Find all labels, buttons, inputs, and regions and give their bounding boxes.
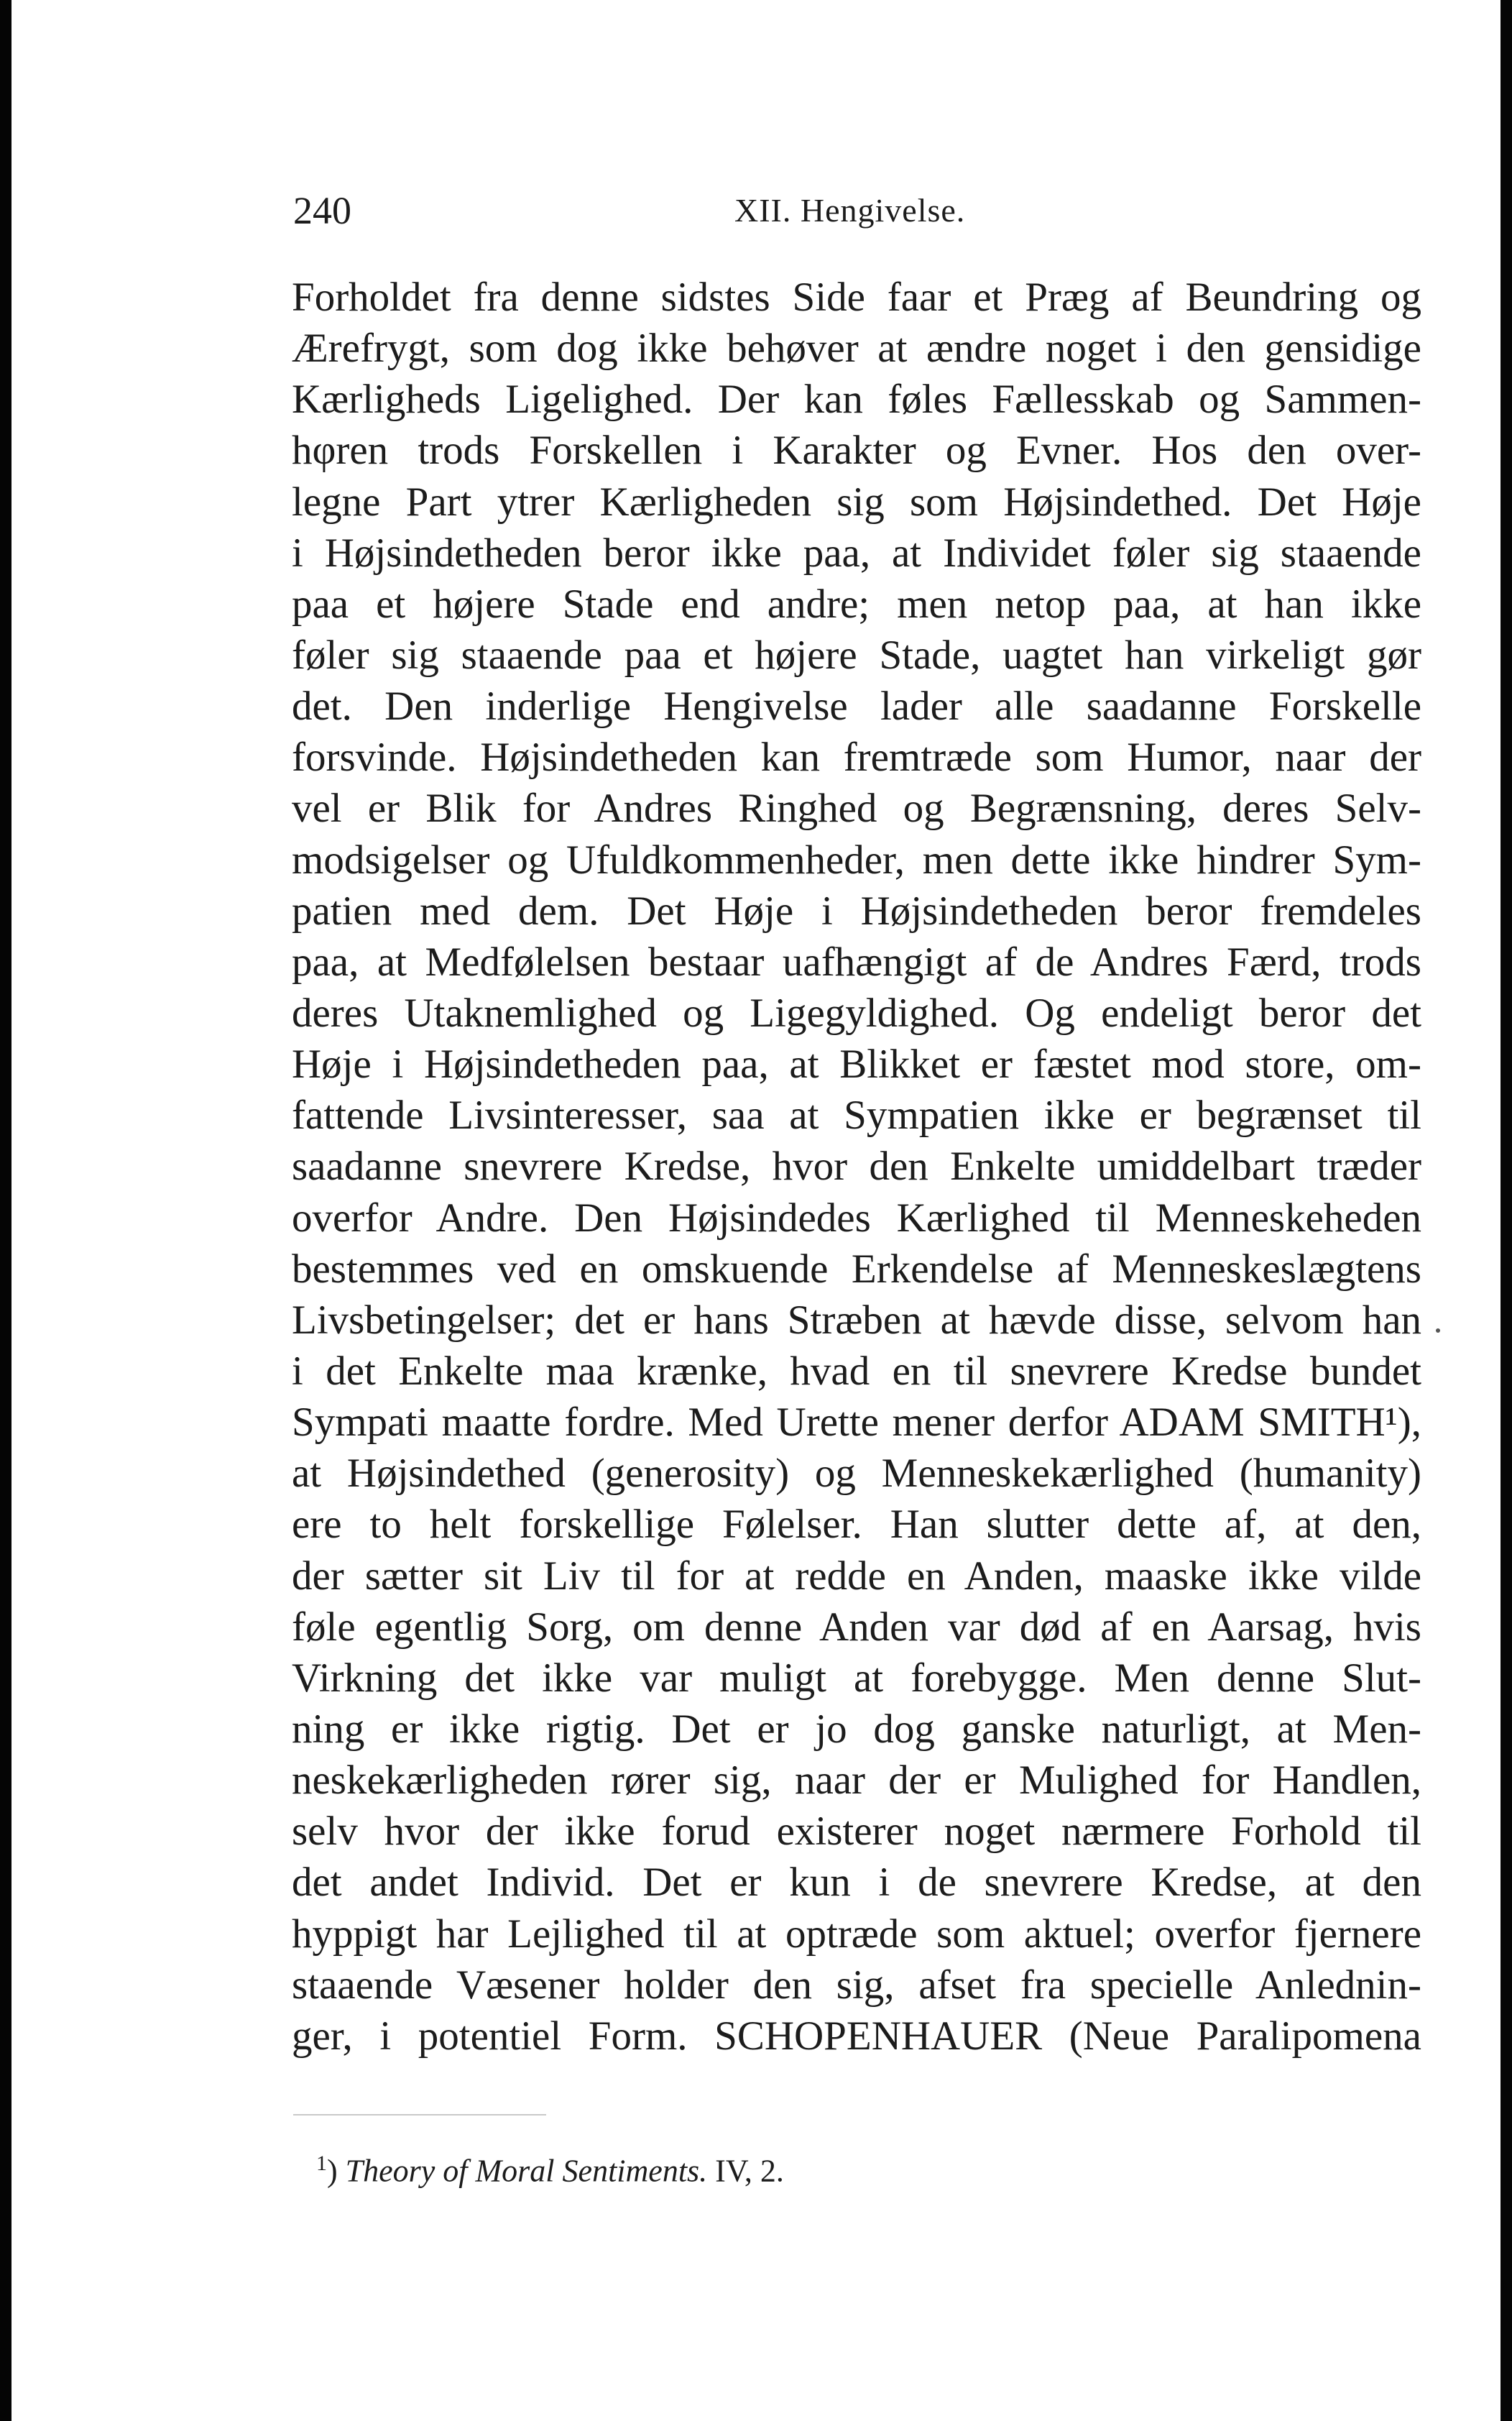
text-line: ger, i potentiel Form. SCHOPENHAUER (Neue Paralipomena bbox=[292, 2013, 1421, 2059]
text-line: bestemmes ved en omskuende Erkendelse af Menneskeslægtens bbox=[292, 1246, 1421, 1292]
text-line: ere to helt forskellige Følelser. Han slutter dette af, at den, bbox=[292, 1502, 1421, 1548]
text-line: det. Den inderlige Hengivelse lader alle saadanne Forskelle bbox=[292, 684, 1421, 730]
text-line: legne Part ytrer Kærligheden sig som Højsindethed. Det Høje bbox=[292, 479, 1421, 525]
text-line: Forholdet fra denne sidstes Side faar et Præg af Beundring og bbox=[292, 275, 1421, 320]
text-line: Livsbetingelser; det er hans Stræben at hævde disse, selvom han bbox=[292, 1297, 1421, 1343]
text-line: Kærligheds Ligelighed. Der kan føles Fællesskab og Sammen- bbox=[292, 377, 1421, 423]
text-line: patien med dem. Det Høje i Højsindetheden beror fremdeles bbox=[292, 888, 1421, 934]
chapter-title: XII. Hengivelse. bbox=[734, 192, 966, 229]
text-line: neskekærligheden rører sig, naar der er Mulighed for Handlen, bbox=[292, 1758, 1421, 1804]
text-line: føle egentlig Sorg, om denne Anden var død af en Aarsag, hvis bbox=[292, 1604, 1421, 1650]
scan-border-right bbox=[1501, 0, 1512, 2421]
text-line: i Højsindetheden beror ikke paa, at Individet føler sig staaende bbox=[292, 530, 1421, 576]
footnote bbox=[316, 2142, 784, 2193]
body-text bbox=[292, 272, 1421, 2062]
text-line: vel er Blik for Andres Ringhed og Begrænsning, deres Selv- bbox=[292, 786, 1421, 832]
text-line: paa, at Medfølelsen bestaar uafhængigt af de Andres Færd, trods bbox=[292, 939, 1421, 985]
footnote-reference: IV, 2. bbox=[715, 2153, 784, 2189]
footnote-rule bbox=[293, 2114, 546, 2115]
text-line: fattende Livsinteresser, saa at Sympatien ikke er begrænset til bbox=[292, 1093, 1421, 1139]
text-line: at Højsindethed (generosity) og Menneskekærlighed (humanity) bbox=[292, 1451, 1421, 1497]
footnote-paren: ) bbox=[327, 2153, 338, 2189]
text-line: ning er ikke rigtig. Det er jo dog ganske naturligt, at Men- bbox=[292, 1706, 1421, 1752]
text-line: selv hvor der ikke forud existerer noget nærmere Forhold til bbox=[292, 1809, 1421, 1855]
text-line: hyppigt har Lejlighed til at optræde som aktuel; overfor fjernere bbox=[292, 1911, 1421, 1957]
running-head bbox=[287, 185, 1421, 236]
scan-border-left bbox=[0, 0, 11, 2421]
text-line: føler sig staaende paa et højere Stade, uagtet han virkeligt gør bbox=[292, 632, 1421, 678]
footnote-title: Theory of Moral Sentiments. bbox=[345, 2153, 708, 2189]
text-line: Høje i Højsindetheden paa, at Blikket er fæstet mod store, om- bbox=[292, 1042, 1421, 1088]
text-line: overfor Andre. Den Højsindedes Kærlighed til Menneskeheden bbox=[292, 1195, 1421, 1241]
text-line: modsigelser og Ufuldkommenheder, men dette ikke hindrer Sym- bbox=[292, 837, 1421, 883]
scan-speck bbox=[1436, 1328, 1440, 1333]
footnote-marker: 1 bbox=[316, 2151, 327, 2175]
text-line: hφren trods Forskellen i Karakter og Evner. Hos den over- bbox=[292, 428, 1421, 474]
text-line: Sympati maatte fordre. Med Urette mener derfor ADAM SMITH¹), bbox=[292, 1400, 1421, 1446]
text-line: deres Utaknemlighed og Ligegyldighed. Og endeligt beror det bbox=[292, 990, 1421, 1036]
text-line: der sætter sit Liv til for at redde en Anden, maaske ikke vilde bbox=[292, 1553, 1421, 1599]
text-line: det andet Individ. Det er kun i de snevrere Kredse, at den bbox=[292, 1860, 1421, 1906]
page-number: 240 bbox=[293, 189, 351, 232]
text-line: Ærefrygt, som dog ikke behøver at ændre noget i den gensidige bbox=[292, 326, 1421, 372]
text-line: paa et højere Stade end andre; men netop paa, at han ikke bbox=[292, 581, 1421, 627]
text-line: staaende Væsener holder den sig, afset fra specielle Anlednin- bbox=[292, 1962, 1421, 2008]
text-line: saadanne snevrere Kredse, hvor den Enkelte umiddelbart træder bbox=[292, 1144, 1421, 1190]
text-line: forsvinde. Højsindetheden kan fremtræde som Humor, naar der bbox=[292, 735, 1421, 781]
text-line: i det Enkelte maa krænke, hvad en til snevrere Kredse bundet bbox=[292, 1348, 1421, 1394]
text-line: Virkning det ikke var muligt at forebygge. Men denne Slut- bbox=[292, 1655, 1421, 1701]
